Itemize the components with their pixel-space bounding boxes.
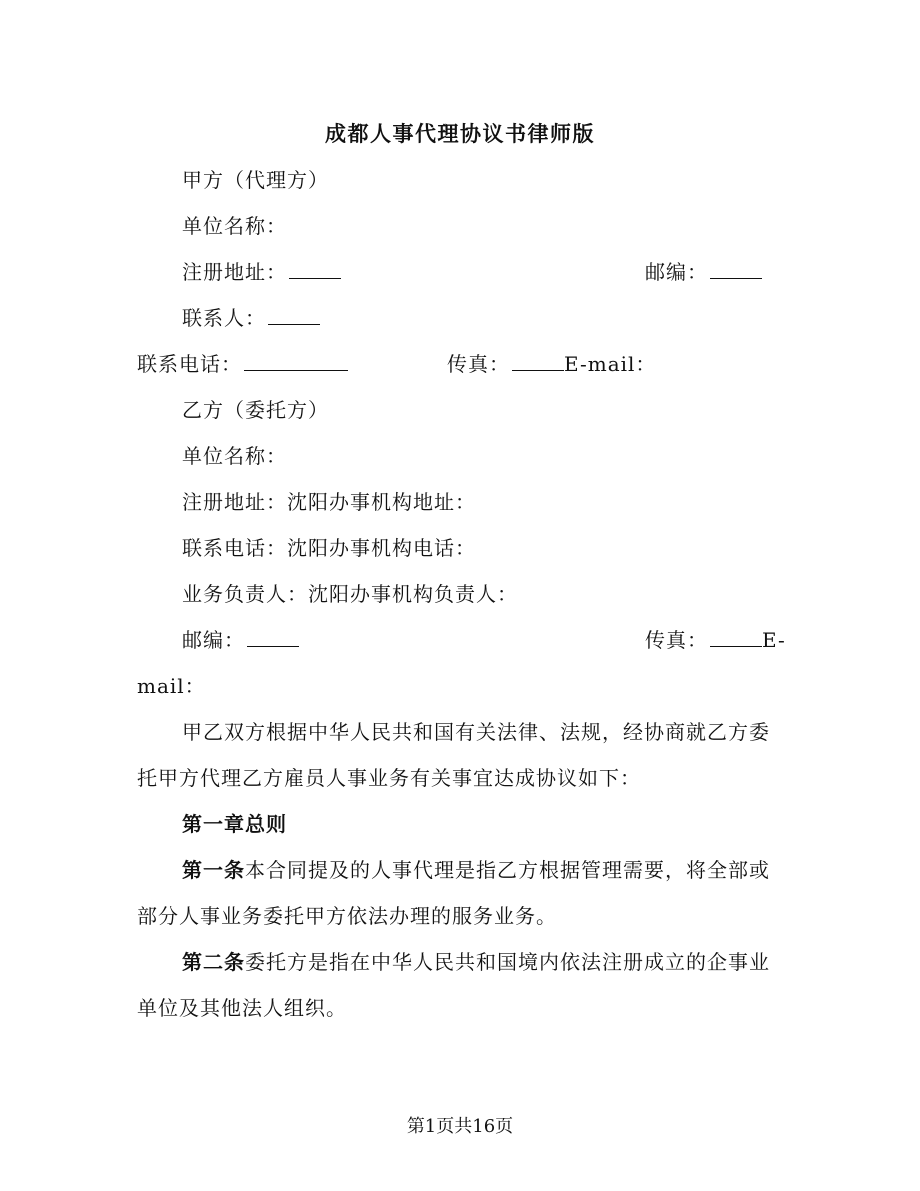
party-a-contact-blank [268,306,320,325]
preamble-line-1: 甲乙双方根据中华人民共和国有关法律、法规，经协商就乙方委 [182,720,770,744]
party-a-heading: 甲方（代理方） [182,168,329,192]
party-b-unit-name: 单位名称： [182,444,287,468]
party-a-fax-row [447,352,656,376]
preamble-line-2: 托甲方代理乙方雇员人事业务有关事宜达成协议如下： [137,766,641,790]
party-b-email-head: E- [762,628,786,652]
article-2-line-1 [182,950,770,974]
article-1-text-1: 本合同提及的人事代理是指乙方根据管理需要，将全部或 [245,858,770,882]
party-b-manager: 业务负责人：沈阳办事机构负责人： [182,582,518,606]
document-title: 成都人事代理协议书律师版 [325,121,595,146]
chapter-1-heading: 第一章总则 [182,812,287,836]
party-b-fax-blank [710,628,762,647]
party-b-postcode-row [182,628,299,652]
party-a-email-label: E-mail： [564,352,657,376]
article-2-line-2: 单位及其他法人组织。 [137,996,347,1020]
party-a-contact-label: 联系人： [182,306,266,330]
party-a-phone-blank [244,352,348,371]
article-1-line-2: 部分人事业务委托甲方依法办理的服务业务。 [137,904,557,928]
party-a-postcode-blank [710,260,762,279]
party-a-phone-row [137,352,348,376]
party-b-heading: 乙方（委托方） [182,398,329,422]
party-a-contact-row [182,306,320,330]
article-1-line-1 [182,858,770,882]
party-b-postcode-label: 邮编： [182,628,245,652]
party-a-reg-address-label: 注册地址： [182,260,287,284]
party-b-fax-row [645,628,786,652]
party-a-postcode-label: 邮编： [645,260,708,284]
page-footer: 第1页共16页 [406,1116,514,1137]
article-2-text-1: 委托方是指在中华人民共和国境内依法注册成立的企事业 [245,950,770,974]
party-b-postcode-blank [247,628,299,647]
party-b-email-tail: mail： [137,674,206,698]
party-a-unit-name: 单位名称： [182,214,287,238]
party-b-reg-address: 注册地址：沈阳办事机构地址： [182,490,476,514]
party-a-fax-label: 传真： [447,352,510,376]
article-1-label: 第一条 [182,858,245,882]
party-a-fax-blank [512,352,564,371]
party-a-phone-label: 联系电话： [137,352,242,376]
party-b-phone: 联系电话：沈阳办事机构电话： [182,536,476,560]
article-2-label: 第二条 [182,950,245,974]
party-b-fax-label: 传真： [645,628,708,652]
party-a-postcode-row [645,260,762,284]
party-a-reg-address-blank [289,260,341,279]
party-a-reg-address-row [182,260,341,284]
